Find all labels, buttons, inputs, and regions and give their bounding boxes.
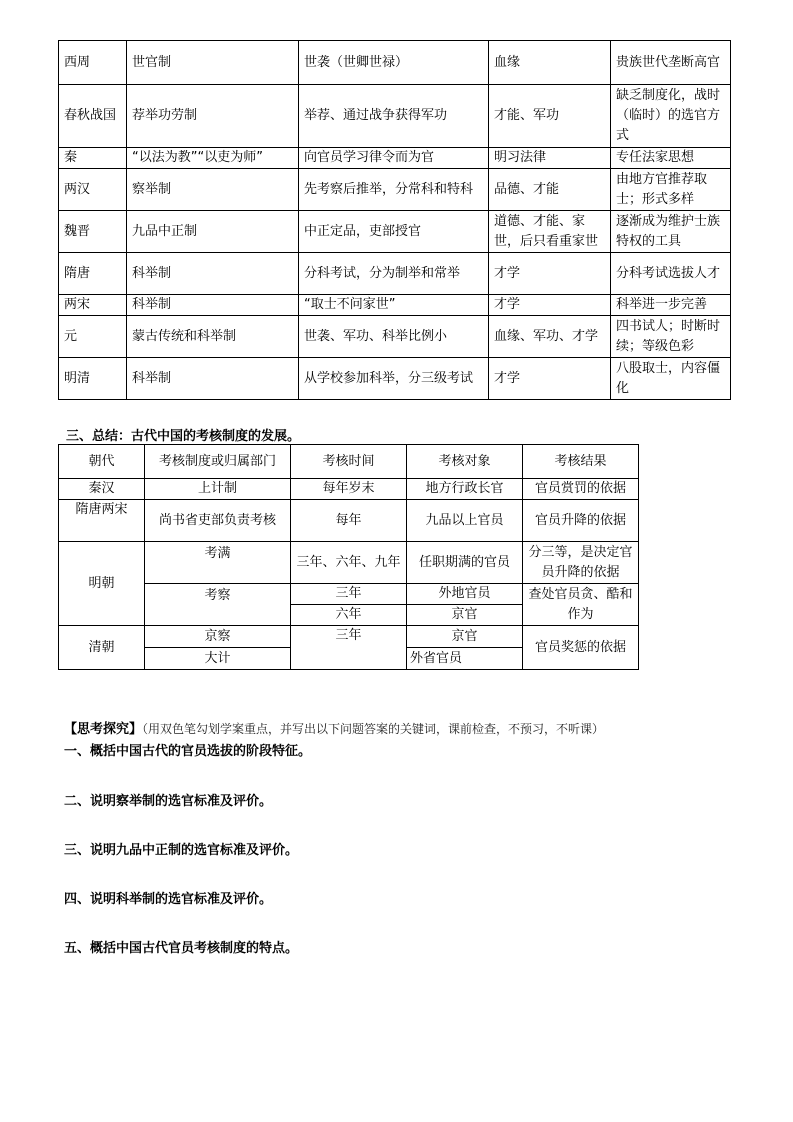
- thinking-note: （用双色笔勾划学案重点，并写出以下问题答案的关键词，课前检查，不预习，不听课）: [142, 722, 605, 736]
- table-row: [59, 626, 639, 648]
- column-header: 朝代: [59, 445, 145, 479]
- table-row: [59, 358, 731, 400]
- table-cell: 明朝: [59, 542, 145, 626]
- table-cell: 秦: [59, 148, 127, 169]
- table-cell: 官员赏罚的依据: [523, 479, 639, 500]
- table-cell: 才能、军功: [489, 85, 611, 148]
- table-cell: 两宋: [59, 295, 127, 316]
- table-cell: 品德、才能: [489, 169, 611, 211]
- table-cell: 逐渐成为维护士族特权的工具: [611, 211, 731, 253]
- table-row: [59, 500, 639, 542]
- table-cell: 先考察后推举，分常科和特科: [299, 169, 489, 211]
- table-cell: 京官: [407, 605, 523, 626]
- table-cell: 考察: [145, 584, 291, 626]
- table-row: [59, 169, 731, 211]
- table-cell: 道德、才能、家世，后只看重家世: [489, 211, 611, 253]
- table-cell: 科举制: [127, 295, 299, 316]
- table-cell: 外省官员: [407, 648, 523, 670]
- table-cell: 分三等，是决定官员升降的依据: [523, 542, 639, 584]
- table-cell: 专任法家思想: [611, 148, 731, 169]
- table-cell: 隋唐两宋: [59, 500, 145, 542]
- table-cell: 由地方官推荐取士；形式多样: [611, 169, 731, 211]
- table-row: [59, 295, 731, 316]
- table-cell: 才学: [489, 358, 611, 400]
- table-cell: 科举进一步完善: [611, 295, 731, 316]
- thinking-label: 【思考探究】: [64, 722, 143, 737]
- table-row: [59, 148, 731, 169]
- question-4: 四、说明科举制的选官标准及评价。: [64, 892, 273, 907]
- table-cell: 秦汉: [59, 479, 145, 500]
- column-header: 考核对象: [407, 445, 523, 479]
- assessment-system-table: [58, 444, 639, 670]
- table-row: [59, 85, 731, 148]
- selection-system-table: [58, 40, 731, 400]
- table-cell: 才学: [489, 295, 611, 316]
- table-row: [59, 211, 731, 253]
- table-cell: 魏晋: [59, 211, 127, 253]
- table-cell: 科举制: [127, 253, 299, 295]
- table-cell: 分科考试选拔人才: [611, 253, 731, 295]
- table-cell: 两汉: [59, 169, 127, 211]
- table-cell: 清朝: [59, 626, 145, 670]
- table-cell: 官员奖惩的依据: [523, 626, 639, 670]
- table-cell: 世官制: [127, 41, 299, 85]
- table-cell: 每年岁末: [291, 479, 407, 500]
- table-cell: 每年: [291, 500, 407, 542]
- table-row: [59, 41, 731, 85]
- table-cell: 春秋战国: [59, 85, 127, 148]
- table-cell: 隋唐: [59, 253, 127, 295]
- table-cell: 分科考试，分为制举和常举: [299, 253, 489, 295]
- table-cell: 任职期满的官员: [407, 542, 523, 584]
- table-cell: 九品中正制: [127, 211, 299, 253]
- table-cell: 科举制: [127, 358, 299, 400]
- table-cell: 明习法律: [489, 148, 611, 169]
- table-header-row: [59, 445, 639, 479]
- table-cell: 中正定品，吏部授官: [299, 211, 489, 253]
- table-row: [59, 316, 731, 358]
- question-5: 五、概括中国古代官员考核制度的特点。: [64, 941, 299, 956]
- table-cell: 上计制: [145, 479, 291, 500]
- table-cell: 察举制: [127, 169, 299, 211]
- table-row: [59, 542, 639, 584]
- table-cell: 查处官员贪、酷和作为: [523, 584, 639, 626]
- question-2: 二、说明察举制的选官标准及评价。: [64, 794, 273, 809]
- table-cell: 才学: [489, 253, 611, 295]
- table-cell: 考满: [145, 542, 291, 584]
- column-header: 考核制度或归属部门: [145, 445, 291, 479]
- table-cell: 血缘、军功、才学: [489, 316, 611, 358]
- table-cell: 四书试人；时断时续；等级色彩: [611, 316, 731, 358]
- thinking-heading: [64, 718, 604, 737]
- table-cell: 六年: [291, 605, 407, 626]
- table-cell: 三年、六年、九年: [291, 542, 407, 584]
- table-cell: 八股取士，内容僵化: [611, 358, 731, 400]
- table-cell: 举荐、通过战争获得军功: [299, 85, 489, 148]
- question-1: 一、概括中国古代的官员选拔的阶段特征。: [64, 744, 312, 759]
- table-row: [59, 253, 731, 295]
- table-cell: 地方行政长官: [407, 479, 523, 500]
- table-cell: 九品以上官员: [407, 500, 523, 542]
- table-cell: 官员升降的依据: [523, 500, 639, 542]
- column-header: 考核结果: [523, 445, 639, 479]
- table-cell: 血缘: [489, 41, 611, 85]
- table-cell: 明清: [59, 358, 127, 400]
- table-cell: “取士不问家世”: [299, 295, 489, 316]
- question-3: 三、说明九品中正制的选官标准及评价。: [64, 843, 299, 858]
- table-cell: 大计: [145, 648, 291, 670]
- table-cell: 京官: [407, 626, 523, 648]
- table-cell: 三年: [291, 584, 407, 605]
- section-heading: 三、总结：古代中国的考核制度的发展。: [66, 429, 301, 444]
- table-cell: 西周: [59, 41, 127, 85]
- table-row: [59, 584, 639, 605]
- table-cell: 世袭、军功、科举比例小: [299, 316, 489, 358]
- table-cell: 从学校参加科举，分三级考试: [299, 358, 489, 400]
- table-row: [59, 479, 639, 500]
- column-header: 考核时间: [291, 445, 407, 479]
- table-cell: 世袭（世卿世禄）: [299, 41, 489, 85]
- table-cell: 贵族世代垄断高官: [611, 41, 731, 85]
- table-cell: 缺乏制度化，战时（临时）的选官方式: [611, 85, 731, 148]
- table-cell: 蒙古传统和科举制: [127, 316, 299, 358]
- table-cell: “以法为教”“以吏为师”: [127, 148, 299, 169]
- table-cell: 元: [59, 316, 127, 358]
- table-cell: 尚书省吏部负责考核: [145, 500, 291, 542]
- table-cell: 京察: [145, 626, 291, 648]
- table-cell: 荐举功劳制: [127, 85, 299, 148]
- table-cell: 向官员学习律令而为官: [299, 148, 489, 169]
- table-cell: 三年: [291, 626, 407, 670]
- table-cell: 外地官员: [407, 584, 523, 605]
